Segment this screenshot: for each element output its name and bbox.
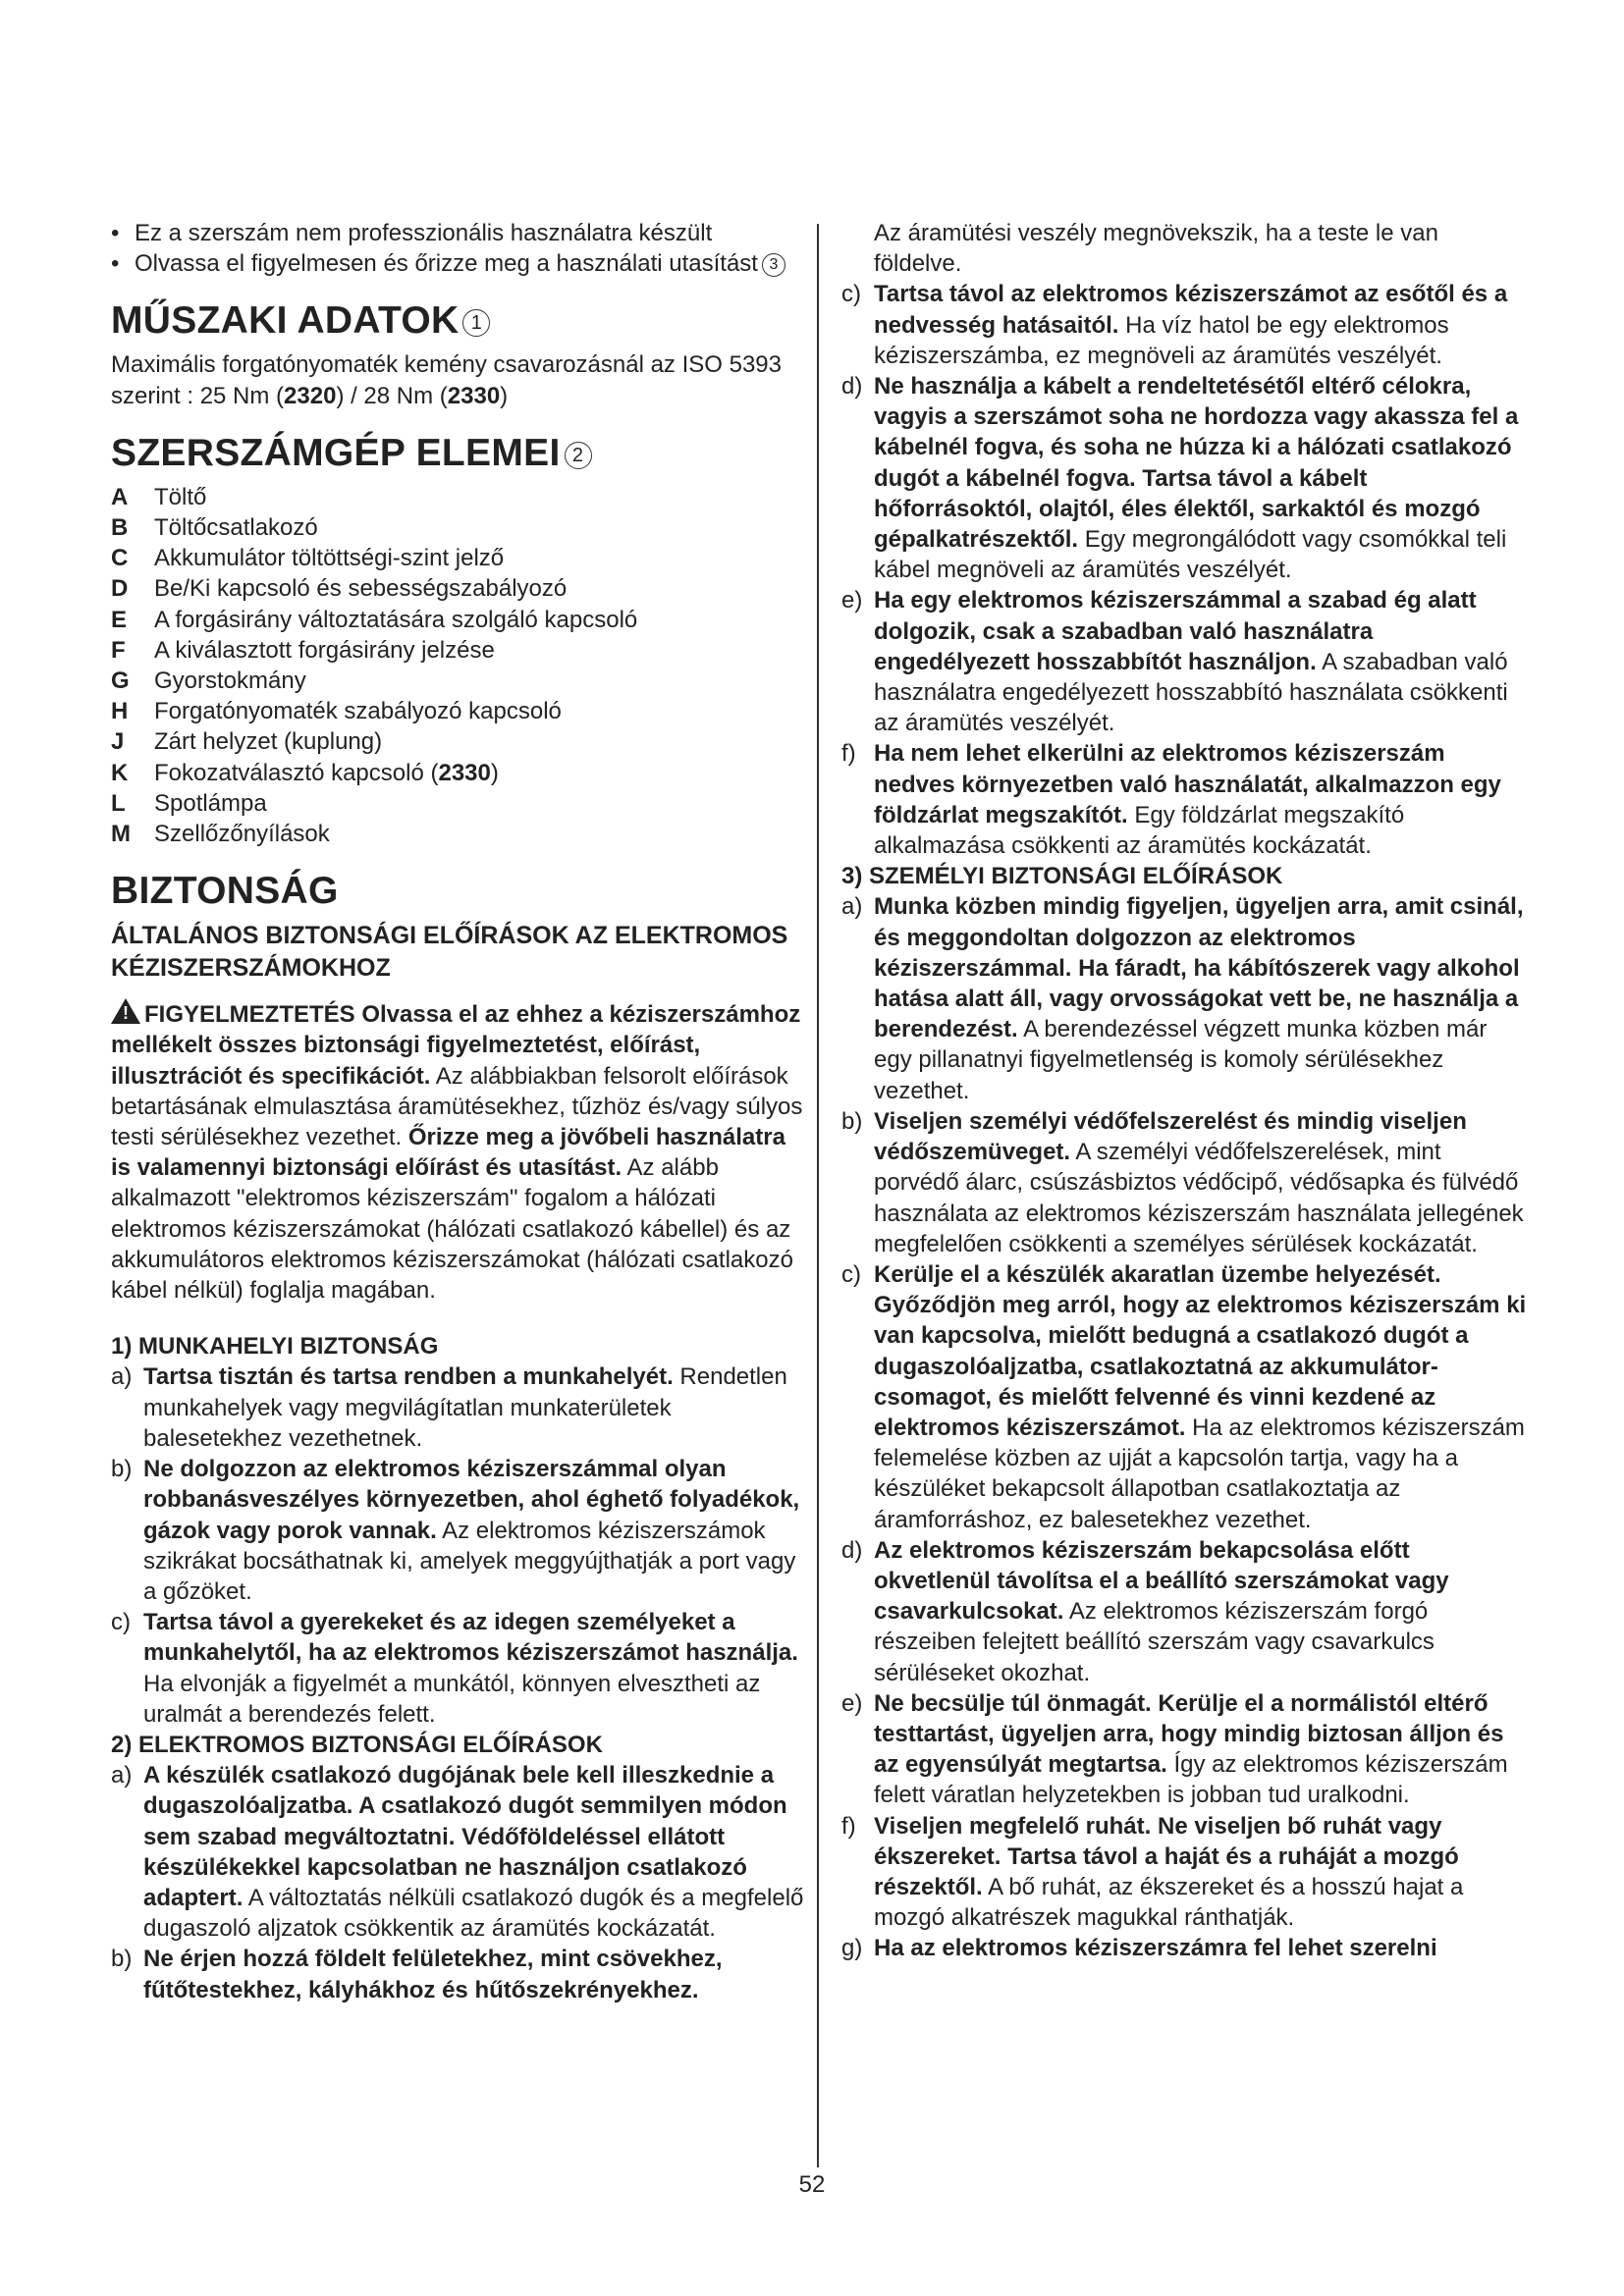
part-item: L Spotlámpa (111, 789, 267, 817)
intro-bullets (111, 218, 810, 279)
part-item: K Fokozatválasztó kapcsoló (2330) (111, 759, 499, 786)
rule-item: g) Ha az elektromos kéziszerszámra fel lehet szerelni (841, 1935, 1437, 1962)
figure-ref-badge: 3 (762, 253, 785, 277)
part-item: H Forgatónyomaték szabályozó kapcsoló (111, 698, 562, 725)
bullet-icon: • (111, 220, 120, 246)
figure-ref-badge: 2 (565, 442, 592, 469)
figure-ref-badge: 1 (462, 309, 490, 337)
safety-heading: BIZTONSÁG (111, 870, 339, 913)
rule-item: f) Ha nem lehet elkerülni az elektromos kéziszerszám nedves környezetben való használatát, alkalmazzon egy földzárlat megszakítót. Egy földzárlat megszakító alkalmazása csökkenti az áramütés kockázatát. (841, 740, 1501, 860)
part-item: J Zárt helyzet (kuplung) (111, 728, 383, 756)
parts-list (111, 482, 810, 849)
rule-item: c) Tartsa távol a gyerekeket és az idegen személyeket a munkahelytől, ha az elektromos kéziszerszámot használja. Ha elvonják a figyelmét a munkától, könnyen elvesztheti az uralmát a berendezés felett. (111, 1609, 798, 1728)
tech-data-text: Maximális forgatónyomaték kemény csavarozásnál az ISO 5393 szerint : 25 Nm (2320) / 28 Nm (2330) (111, 351, 782, 409)
section-1-heading: 1) MUNKAHELYI BIZTONSÁG (111, 1333, 439, 1361)
rule-item: d) Az elektromos kéziszerszám bekapcsolása előtt okvetlenül távolítsa el a beállító szerszámokat vagy csavarkulcsokat. Az elektromos kéziszerszám forgó részeiben felejtett beállító szerszám vagy csavarkulcs sérüléseket okozhat. (841, 1536, 1449, 1686)
rule-item: c) Kerülje el a készülék akaratlan üzembe helyezését. Győződjön meg arról, hogy az elektromos kéziszerszám ki van kapcsolva, mielőtt bedugná a csatlakozó dugót a dugaszolóaljzatba, csatlakoztatná az akkumulátor-csomagot, és mielőtt felvenné és vinni kezdené az elektromos kéziszerszámot. Ha az elektromos kéziszerszám felemelése közben az ujját a kapcsolón tartja, vagy ha a készüléket bekapcsolt állapotban csatlakoztatja az áramforráshoz, ez balesetekhez vezethet. (841, 1260, 1527, 1533)
page-number: 52 (798, 2171, 826, 2198)
right-column (841, 218, 1529, 1964)
rule-item: a) Tartsa tisztán és tartsa rendben a munkahelyét. Rendetlen munkahelyek vagy megvilágítatlan munkaterületek balesetekhez vezethetnek. (111, 1363, 787, 1452)
rule-item: e) Ha egy elektromos kéziszerszámmal a szabad ég alatt dolgozik, csak a szabadban való használatra engedélyezett hosszabbítót használjon. A szabadban való használatra engedélyezett hosszabbító használata csökkenti az áramütés veszélyét. (841, 587, 1508, 737)
warning-paragraph: ! FIGYELMEZTETÉS Olvassa el az ehhez a kéziszerszámhoz mellékelt összes biztonsági figyelmeztetést, előírást, illusztrációt és specifikációt. Az alábbiakban felsorolt előírások betartásának elmulasztása áramütésekhez, tűzhöz és/vagy súlyos testi sérülésekhez vezethet. Őrizze meg a jövőbeli használatra is valamennyi biztonsági előírást és utasítást. Az alább alkalmazott "elektromos kéziszerszám" fogalom a hálózati elektromos kéziszerszámokat (hálózati csatlakozó kábellel) és az akkumulátoros elektromos kéziszerszámokat (hálózati csatlakozó kábel nélkül) foglalja magában. (111, 998, 810, 1306)
left-column (111, 218, 810, 2005)
section-3-heading: 3) SZEMÉLYI BIZTONSÁGI ELŐÍRÁSOK (841, 863, 1283, 890)
rule-item: a) Munka közben mindig figyeljen, ügyeljen arra, amit csinál, és meggondoltan dolgozzon az elektromos kéziszerszámmal. Ha fáradt, ha kábítószerek vagy alkohol hatása alatt áll, vagy orvosságokat vett be, ne használja a berendezést. A berendezéssel végzett munka közben már egy pillanatnyi figyelmetlenség is komoly sérülésekhez vezethet. (841, 893, 1524, 1104)
bullet-item: • Olvassa el figyelmesen és őrizze meg a használati utasítást 3 (111, 248, 810, 279)
rule-item: b) Ne dolgozzon az elektromos kéziszerszámmal olyan robbanásveszélyes környezetben, ahol éghető folyadékok, gázok vagy porok vannak. Az elektromos kéziszerszámok szikrákat bocsáthatnak ki, amelyek meggyújthatják a port vagy a gőzöket. (111, 1456, 800, 1605)
rule-item: f) Viseljen megfelelő ruhát. Ne viseljen bő ruhát vagy ékszereket. Tartsa távol a haját és a ruháját a mozgó részektől. A bő ruhát, az ékszereket és a hosszú hajat a mozgó alkatrészek magukkal ránthatják. (841, 1812, 1464, 1932)
rule-item: b) Viseljen személyi védőfelszerelést és mindig viseljen védőszemüveget. A személyi védőfelszerelések, mint porvédő álarc, csúszásbiztos védőcipő, védősapka és fülvédő használata az elektromos kéziszerszám használata jellegének megfelelően csökkenti a személyes sérülések kockázatát. (841, 1107, 1524, 1257)
column-divider (817, 224, 819, 2167)
section-2-heading: 2) ELEKTROMOS BIZTONSÁGI ELŐÍRÁSOK (111, 1731, 603, 1758)
part-item: F A kiválasztott forgásirány jelzése (111, 636, 495, 664)
part-item: M Szellőzőnyílások (111, 821, 330, 848)
warning-triangle-icon: ! (111, 998, 140, 1024)
rule-item: e) Ne becsülje túl önmagát. Kerülje el a normálistól eltérő testtartást, ügyeljen arra, hogy mindig biztosan álljon és az egyensúlyát megtartsa. Így az elektromos kéziszerszám felett váratlan helyzetekben is jobban tud uralkodni. (841, 1689, 1508, 1809)
bullet-item: • Ez a szerszám nem professzionális használatra készült (111, 218, 810, 248)
part-item: E A forgásirány változtatására szolgáló kapcsoló (111, 606, 638, 633)
continued-text: Az áramütési veszély megnövekszik, ha a teste le van földelve. (874, 220, 1438, 278)
part-item: G Gyorstokmány (111, 667, 306, 695)
bullet-icon: • (111, 250, 120, 278)
part-item: D Be/Ki kapcsoló és sebességszabályozó (111, 575, 568, 603)
rule-item: c) Tartsa távol az elektromos kéziszerszámot az esőtől és a nedvesség hatásaitól. Ha víz hatol be egy elektromos kéziszerszámba, ez megnöveli az áramütés veszélyét. (841, 281, 1508, 369)
rule-item: d) Ne használja a kábelt a rendeltetésétől eltérő célokra, vagyis a szerszámot soha ne hordozza vagy akassza fel a kábelnél fogva, és soha ne húzza ki a hálózati csatlakozó dugót a kábelnél fogva. Tartsa távol a kábelt hőforrásoktól, olajtól, éles élektől, sarkaktól és mozgó gépalkatrészektől. Egy megrongálódott vagy csomókkal teli kábel megnöveli az áramütés veszélyét. (841, 373, 1519, 584)
rule-item: a) A készülék csatlakozó dugójának bele kell illeszkednie a dugaszolóaljzatba. A csatlakozó dugót semmilyen módon sem szabad megváltoztatni. Védőföldeléssel ellátott készülékekkel kapcsolatban ne használjon csatlakozó adaptert. A változtatás nélküli csatlakozó dugók és a megfelelő dugaszoló aljzatok csökkentik az áramütés kockázatát. (111, 1762, 804, 1943)
part-item: A Töltő (111, 483, 207, 510)
part-item: C Akkumulátor töltöttségi-szint jelző (111, 545, 505, 572)
part-item: B Töltőcsatlakozó (111, 514, 318, 542)
rule-item: b) Ne érjen hozzá földelt felületekhez, mint csövekhez, fűtőtestekhez, kályhákhoz és hűtőszekrényekhez. (111, 1946, 723, 2003)
safety-subheading: ÁLTALÁNOS BIZTONSÁGI ELŐÍRÁSOK AZ ELEKTROMOS KÉZISZERSZÁMOKHOZ (111, 922, 788, 983)
parts-heading: SZERSZÁMGÉP ELEMEI 2 (111, 431, 810, 476)
tech-data-heading: MŰSZAKI ADATOK 1 (111, 298, 810, 344)
